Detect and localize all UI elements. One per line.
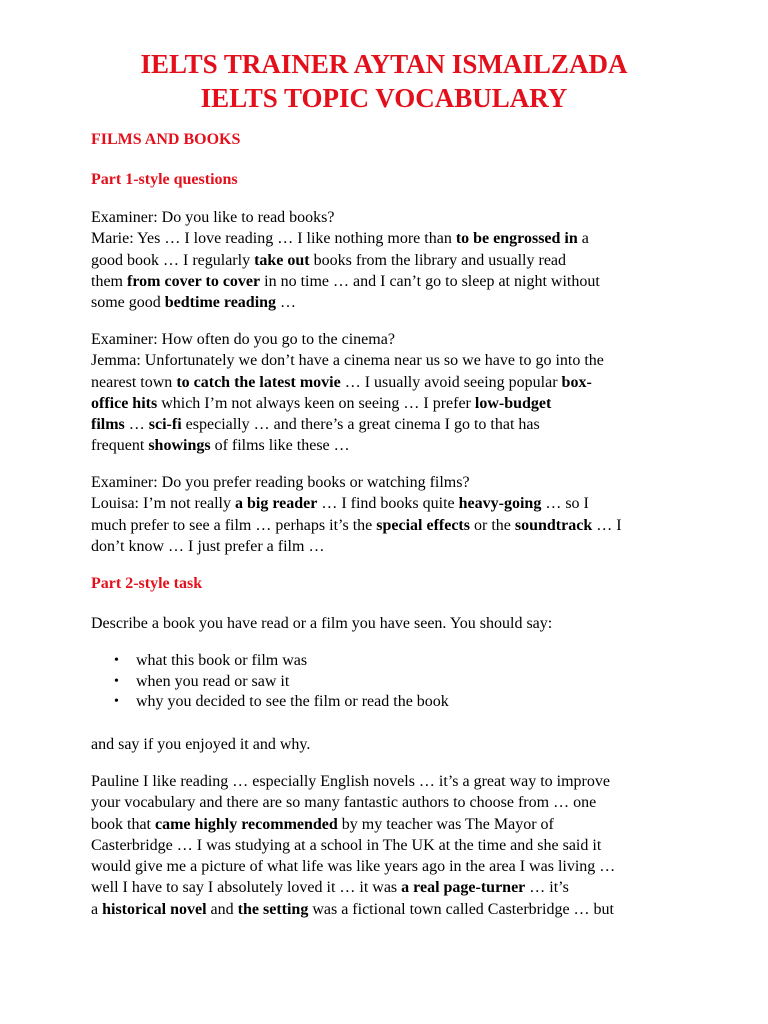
- answer-line: much prefer to see a film … perhaps it’s the special effects or the soundtrack … I: [91, 516, 622, 534]
- vocab-term: films: [91, 416, 125, 434]
- qa-block-preference: [91, 472, 691, 557]
- task-closing: and say if you enjoyed it and why.: [91, 736, 311, 753]
- answer-line: good book … I regularly take out books from the library and usually read: [91, 251, 567, 269]
- vocab-term: bedtime reading: [164, 294, 277, 312]
- list-item: • why you decided to see the film or read the book: [91, 692, 449, 713]
- answer-line: would give me a picture of what life was like years ago in the area I was living …: [91, 858, 616, 876]
- vocab-term: a big reader: [234, 495, 318, 513]
- bullet-icon: •: [114, 694, 119, 709]
- document-title: IELTS TRAINER AYTAN ISMAILZADA: [140, 49, 628, 79]
- vocab-term: came highly recommended: [155, 815, 338, 833]
- answer-line: don’t know … I just prefer a film …: [91, 537, 325, 555]
- vocab-term: to catch the latest movie: [176, 373, 341, 391]
- answer-line: nearest town to catch the latest movie … I usually avoid seeing popular box-: [91, 373, 592, 391]
- qa-block-cinema: [91, 329, 691, 457]
- task-prompt: Describe a book you have read or a film you have seen. You should say:: [91, 615, 553, 632]
- answer-line: book that came highly recommended by my teacher was The Mayor of: [91, 815, 554, 833]
- qa-block-books: [91, 207, 691, 313]
- answer-line: Marie: Yes … I love reading … I like nothing more than to be engrossed in a: [91, 230, 589, 248]
- examiner-question: Examiner: Do you prefer reading books or watching films?: [91, 474, 470, 491]
- answer-line: films … sci-fi especially … and there’s a great cinema I go to that has: [91, 416, 540, 434]
- vocab-term: the setting: [237, 900, 309, 918]
- examiner-question: Examiner: Do you like to read books?: [91, 209, 335, 226]
- vocab-term: low-budget: [474, 394, 552, 412]
- answer-line: your vocabulary and there are so many fantastic authors to choose from … one: [91, 794, 597, 812]
- vocab-term: historical novel: [102, 900, 207, 918]
- vocab-term: take out: [254, 251, 310, 269]
- vocab-term: from cover to cover: [127, 272, 261, 290]
- answer-line: them from cover to cover in no time … and I can’t go to sleep at night without: [91, 272, 600, 290]
- list-item: • when you read or saw it: [91, 672, 449, 693]
- list-item: • what this book or film was: [91, 651, 449, 672]
- vocab-term: to be engrossed in: [455, 230, 578, 248]
- answer-line: some good bedtime reading …: [91, 294, 297, 312]
- task-bullet-list: [91, 651, 449, 713]
- answer-line: Pauline I like reading … especially English novels … it’s a great way to improve: [91, 773, 610, 790]
- vocab-term: heavy-going: [458, 495, 542, 513]
- sample-answer: [91, 771, 691, 920]
- vocab-term: a real page-turner: [401, 879, 526, 897]
- bullet-icon: •: [114, 673, 119, 689]
- part1-heading: Part 1-style questions: [91, 171, 238, 188]
- section-heading: FILMS AND BOOKS: [91, 131, 241, 148]
- vocab-term: box-: [561, 373, 592, 391]
- part2-heading: Part 2-style task: [91, 575, 203, 592]
- answer-line: Casterbridge … I was studying at a school in The UK at the time and she said it: [91, 836, 602, 854]
- vocab-term: soundtrack: [514, 516, 593, 534]
- answer-line: well I have to say I absolutely loved it … it was a real page-turner … it’s: [91, 879, 569, 897]
- answer-line: Louisa: I’m not really a big reader … I find books quite heavy-going … so I: [91, 495, 589, 513]
- document-subtitle: IELTS TOPIC VOCABULARY: [200, 83, 568, 113]
- answer-line: Jemma: Unfortunately we don’t have a cinema near us so we have to go into the: [91, 352, 604, 370]
- vocab-term: special effects: [376, 516, 470, 534]
- answer-line: office hits which I’m not always keen on seeing … I prefer low-budget: [91, 394, 552, 412]
- bullet-icon: •: [114, 653, 119, 668]
- vocab-term: sci-fi: [148, 416, 182, 434]
- answer-line: frequent showings of films like these …: [91, 437, 350, 455]
- vocab-term: showings: [148, 437, 211, 455]
- vocab-term: office hits: [91, 394, 158, 412]
- answer-line: a historical novel and the setting was a fictional town called Casterbridge … but: [91, 900, 614, 918]
- examiner-question: Examiner: How often do you go to the cinema?: [91, 331, 395, 348]
